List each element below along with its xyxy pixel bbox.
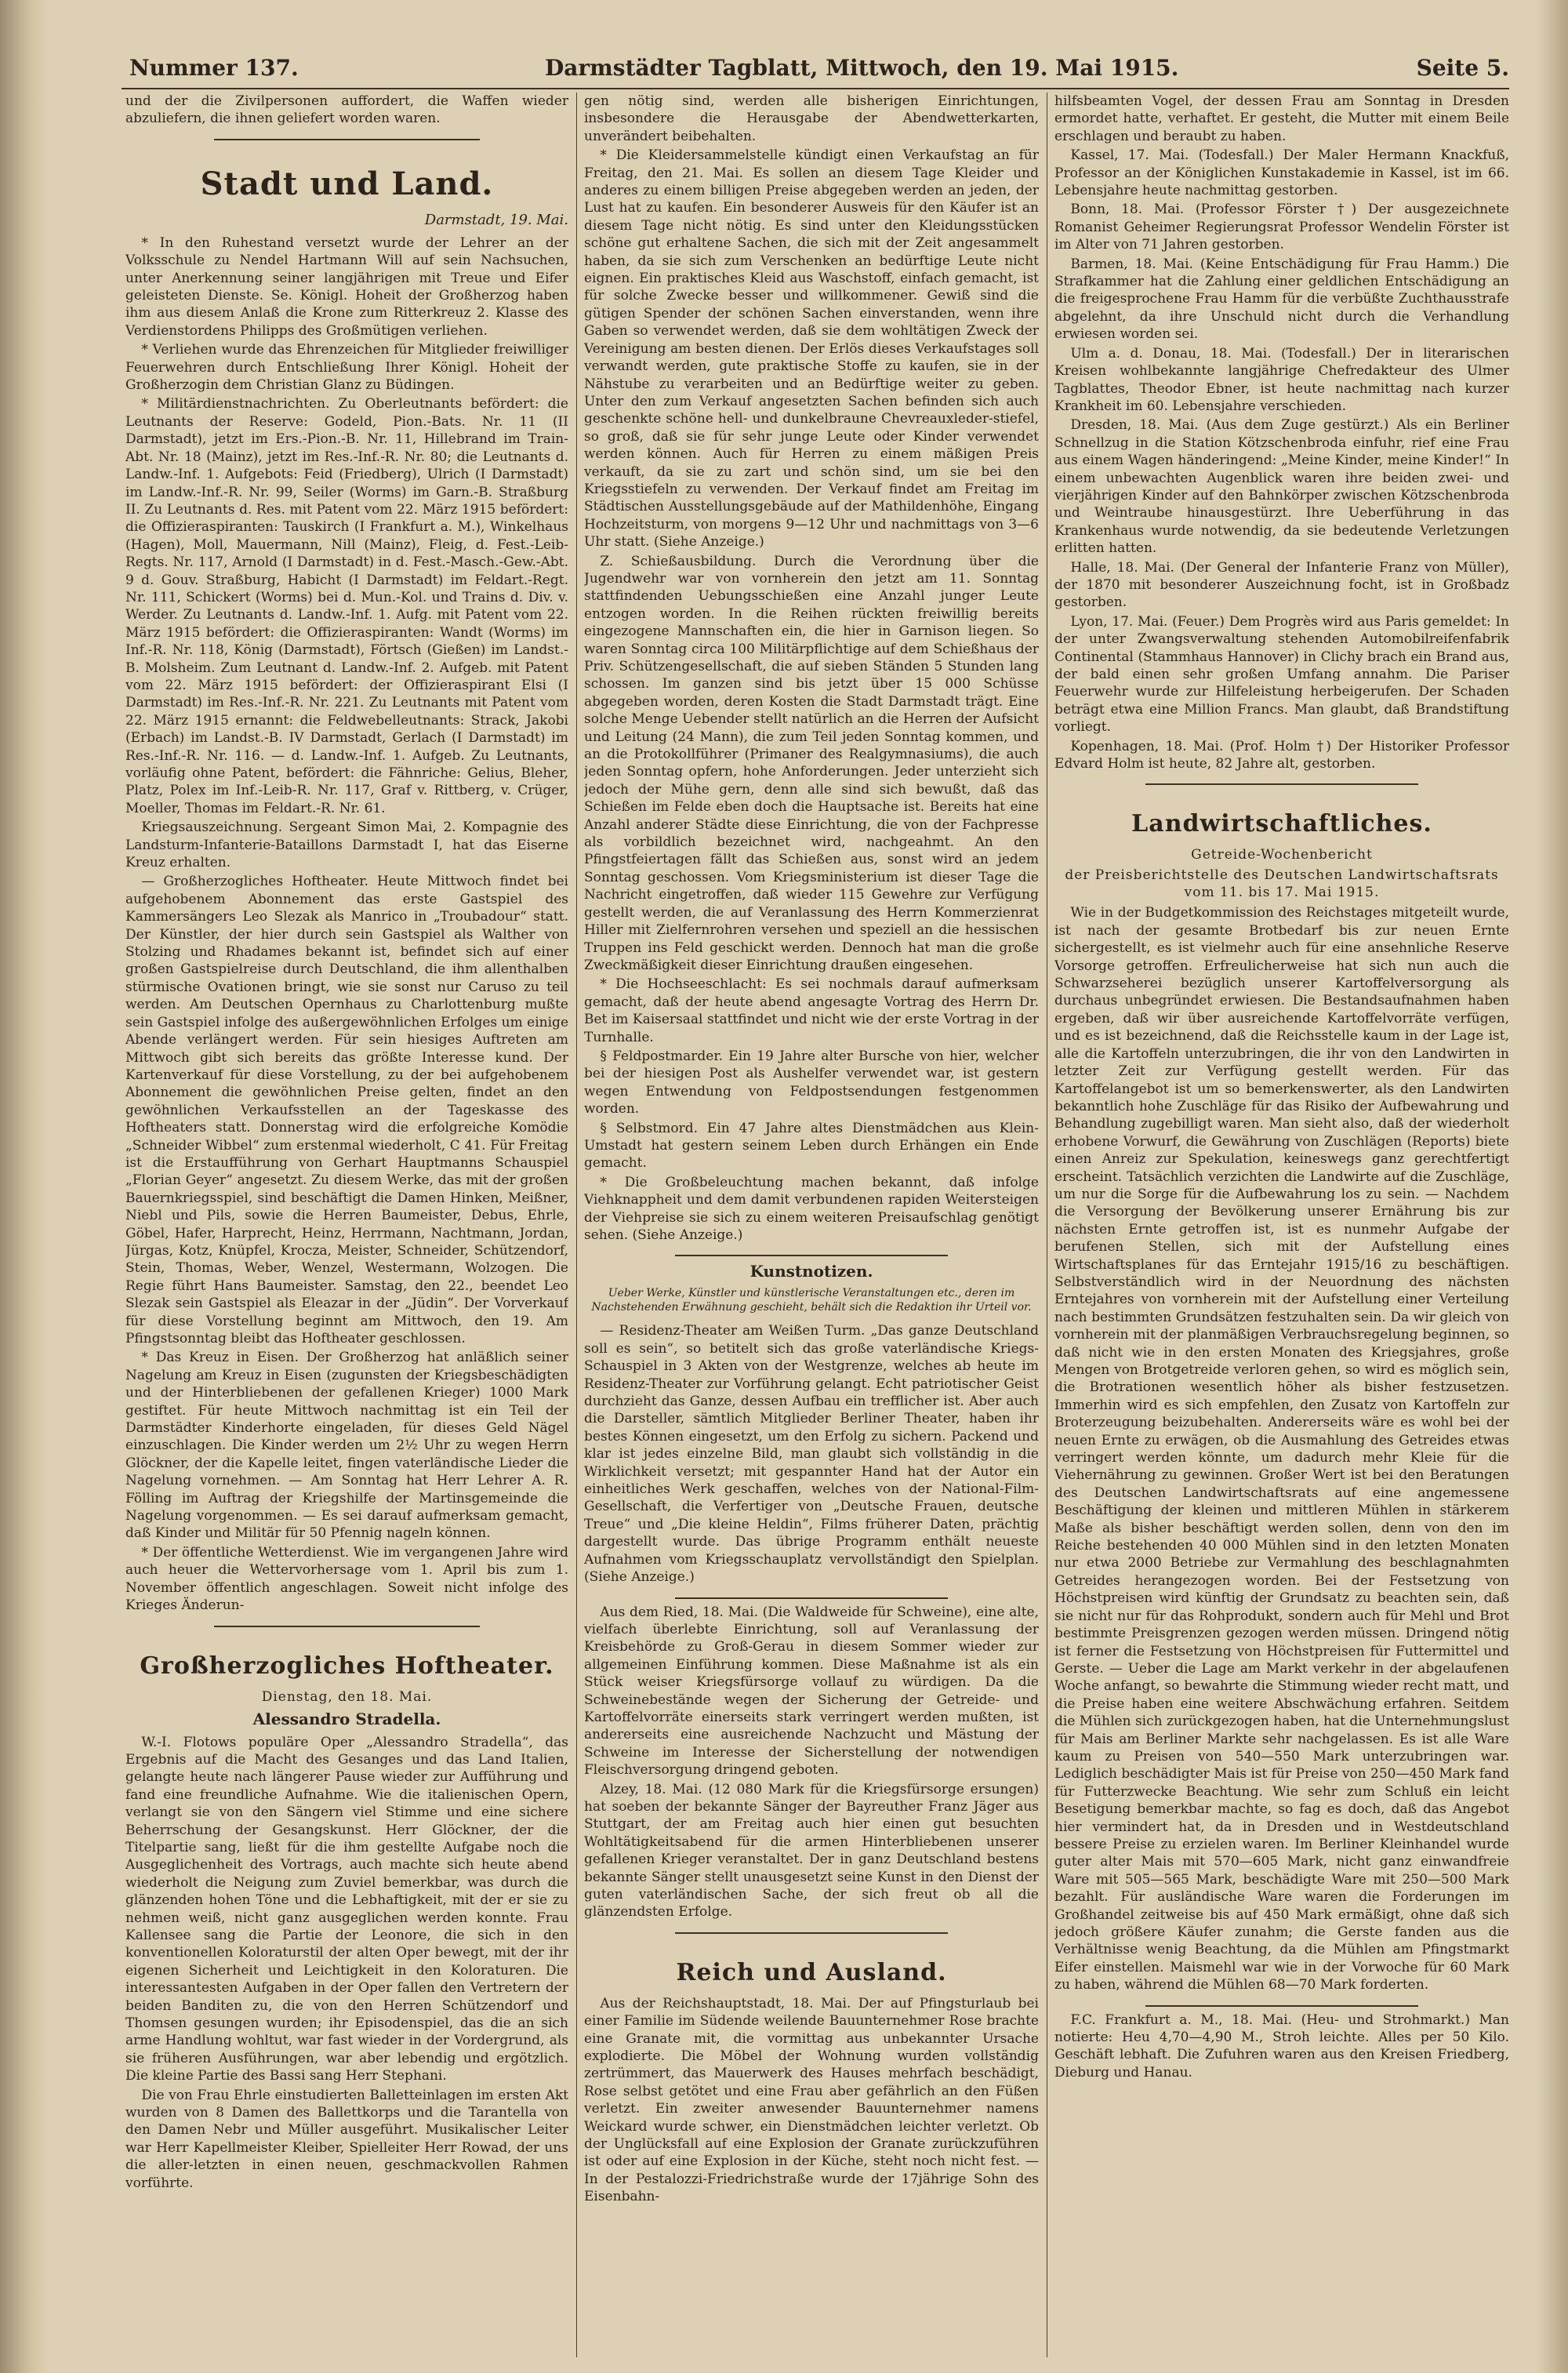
dateline: Darmstadt, 19. Mai. bbox=[424, 211, 568, 228]
paragraph: F.C. Frankfurt a. M., 18. Mai. (Heu- und Strohmarkt.) Man notierte: Heu 4,70—4,90 M., Stroh leichte. Alles per 50 Kilo. Geschäft lebhaft. Die Zufuhren waren aus den Kreisen Friedberg, Dieburg und Hanau. bbox=[1054, 2011, 1509, 2080]
column-1 bbox=[125, 93, 568, 2357]
section-rule bbox=[1145, 783, 1418, 785]
paragraph: Kriegsauszeichnung. Sergeant Simon Mai, 2. Kompagnie des Landsturm-Infanterie-Bataillons Darmstadt I, hat das Eiserne Kreuz erhalten. bbox=[125, 819, 568, 871]
paragraph: Alzey, 18. Mai. (12 080 Mark für die Kriegsfürsorge ersungen) hat soeben der bekannte Sänger der Bayreuther Franz Jäger aus Stuttgart, der am Freitag auch hier einen gut besuchten Wohltätigkeitsabend für die armen Hinterbliebenen unserer gefallenen Krieger veranstaltet. Der in ganz Deutschland bestens bekannte Sänger stellt unausgesetzt seine Kunst in den Dienst der guten vaterländischen Sache, der sich freut ob all die glänzendsten Erfolge. bbox=[584, 1781, 1039, 1921]
paragraph: * Militärdienstnachrichten. Zu Oberleutnants befördert: die Leutnants der Reserve: Godeld, Pion.-Bats. Nr. 11 (II Darmstadt), jetzt im Ers.-Pion.-B. Nr. 11, Hillebrand im Train-Abt. Nr. 18 (Mainz), jetzt im Res.-Inf.-R. Nr. 80; die Leutnants d. Landw.-Inf. 1. Aufgebots: Feid (Friedberg), Ulrich (I Darmstadt) im Landw.-Inf.-R. Nr. 99, Seiler (Worms) im Garn.-B. Straßburg II. Zu Leutnants d. Res. mit Patent vom 22. März 1915 befördert: die Offizieraspiranten: Tauskirch (I Frankfurt a. M.), Winkelhaus (Hagen), Moll, Mauermann, Nill (Mainz), Fleig, d. Fest.-Leib-Regts. Nr. 117, Arnold (I Darmstadt) in d. Fest.-Masch.-Gew.-Abt. 9 d. Gouv. Straßburg, Habicht (I Darmstadt) im Feldart.-Regt. Nr. 111, Schickert (Worms) bei d. Mun.-Kol. und Trains d. Div. v. Werder. Zu Leutnants d. Landw.-Inf. 1. Aufg. mit Patent vom 22. März 1915 befördert: die Offizieraspiranten: Wandt (Worms) im Inf.-R. Nr. 118, König (Darmstadt), Förtsch (Gießen) im Landst.-B. Molsheim. Zum Leutnant d. Landw.-Inf. 2. Aufgeb. mit Patent vom 22. März 1915 befördert: der Offizieraspirant Elsi (I Darmstadt) im Res.-Inf.-R. Nr. 221. Zu Leutnants mit Patent vom 22. März 1915 ernannt: die Feldwebelleutnants: Strack, Jakobi (Erbach) im Landst.-B. IV Darmstadt, Gerlach (I Darmstadt) im Res.-Inf.-R. Nr. 116. — d. Landw.-Inf. 1. Aufgeb. Zu Leutnants, vorläufig ohne Patent, befördert: die Fähnriche: Gelius, Bleher, Platz, Polex im Inf.-Leib-R. Nr. 117, Graf v. Rittberg, v. Crüger, Moeller, Thomas im Feldart.-R. Nr. 61. bbox=[125, 396, 568, 816]
paragraph: Bonn, 18. Mai. (Professor Förster †) Der ausgezeichnete Romanist Geheimer Regierungsrat Professor Wendelin Förster ist im Alter von 71 Jahren gestorben. bbox=[1054, 202, 1509, 253]
paragraph: Aus der Reichshauptstadt, 18. Mai. Der auf Pfingsturlaub bei einer Familie im Südende weilende Bauunternehmer Rose brachte eine Granate mit, die vormittag aus unbekannter Ursache explodierte. Die Möbel der Wohnung wurden vollständig zertrümmert, das Mauerwerk des Hauses mehrfach beschädigt, Rose selbst getötet und eine Frau aber gefährlich an den Füßen verletzt. Ein zweiter anwesender Bauunternehmer namens Weickard wurde schwer, ein Dienstmädchen leichter verletzt. Ob der Unglücksfall auf eine Explosion der Granate zurückzuführen ist oder auf eine Explosion in der Küche, steht noch nicht fest. — In der Pestalozzi-Friedrichstraße wurde der 17jährige Sohn des Eisenbahn- bbox=[584, 1995, 1039, 2205]
section-title-theater: Großherzogliches Hoftheater. bbox=[140, 1652, 554, 1680]
paragraph: Die von Frau Ehrle einstudierten Balletteinlagen im ersten Akt wurden von 8 Damen des Ballettkorps und die Tarantella von den Damen Nebr und Müller ausgeführt. Musikalischer Leiter war Herr Kapellmeister Kleiber, Spielleiter Herr Rowad, der uns die aller-letzten in einen neuen, geschmackvollen Rahmen vorführte. bbox=[125, 2087, 568, 2191]
paragraph: * Die Kleidersammelstelle kündigt einen Verkaufstag an für Freitag, den 21. Mai. Es sollen an diesem Tage Kleider und anderes zu einem billigen Preise abgegeben werden an jeden, der Lust hat zu kaufen. Ein besonderer Ausweis für den Käufer ist an diesem Tage nicht nötig. Es sind unter den Kleidungsstücken schöne gut erhaltene Sachen, die sich mit der Zeit angesammelt haben, da sie sich zum Verschenken an bedürftige Leute nicht eignen. Ein praktisches Kleid aus Waschstoff, einfach gemacht, ist für solche Zwecke besser und willkommener. Gewiß sind die gütigen Spender der schönen Sachen einverstanden, wenn ihre Gaben so verwendet werden, daß sie dem wohltätigen Zweck der Vereinigung am besten dienen. Der Erlös dieses Verkaufstages soll verwandt werden, gute praktische Stoffe zu kaufen, sie in der Nähstube zu verarbeiten und an Bedürftige weiter zu geben. Unter den zum Verkauf angesetzten Sachen befinden sich auch geschenkte schöne hell- und dunkelbraune Chevreauxleder-stiefel, so groß, daß sie für sehr junge Leute oder Kinder verwendet werden können. Auch für Herren zu einem mäßigen Preis verkauft, da sie zu zart und schön sind, um sie bei den Kriegsstiefeln zu verwenden. Der Verkauf findet am Freitag im Städtischen Ausstellungsgebäude auf der Mathildenhöhe, Eingang Hochzeitsturm, von morgens 9—12 Uhr und nachmittags von 3—6 Uhr statt. (Siehe Anzeige.) bbox=[584, 147, 1039, 551]
paragraph: * Das Kreuz in Eisen. Der Großherzog hat anläßlich seiner Nagelung am Kreuz in Eisen (zugunsten der Kriegsbeschädigten und der Hinterbliebenen der gefallenen Krieger) 1000 Mark gestiftet. Für heute Mittwoch nachmittag ist ein Teil der Darmstädter Kinderhorte eingeladen, für dieses Geld Nägel einzuschlagen. Die Kinder werden um 2½ Uhr zu wegen Herrn Glöckner, der die Kapelle leitet, fingen vaterländische Lieder die Nagelung vornehmen. — Am Sonntag hat Herr Lehrer A. R. Fölling im Auftrag der Kriegshilfe der Martinsgemeinde die Nagelung vorgenommen. — Es sei darauf aufmerksam gemacht, daß Kinder und Militär für 50 Pfennig nageln können. bbox=[125, 1350, 568, 1542]
paragraph: Wie in der Budgetkommission des Reichstages mitgeteilt wurde, ist nach der gesamte Brotbedarf bis zur neuen Ernte sichergestellt, es ist vielmehr auch für eine ansehnliche Reserve Vorsorge getroffen. Erfreulicherweise hat sich nun auch die Schwarzseherei bezüglich unserer Kartoffelversorgung als durchaus unbegründet erwiesen. Die Bestandsaufnahmen haben ergeben, daß wir über ausreichende Kartoffelvorräte verfügen, und es ist bezeichnend, daß die Reichsstelle kaum in der Lage ist, alle die Kartoffeln unterzubringen, die ihr von den Landwirten in letzter Zeit zur Verfügung gestellt werden. Für das Kartoffelangebot ist um so bemerkenswerter, als den Landwirten bekanntlich hohe Zuschläge für das Risiko der Aufbewahrung und Behandlung zugebilligt waren. Man sieht also, daß der wiederholt erhobene Vorwurf, die Gewährung von Zuschlägen (Reports) biete einen Anreiz zur Spekulation, keineswegs ganz gerechtfertigt erscheint. Tatsächlich verzichten die Landwirte auf die Zuschläge, um nur die Sorge für die Aufbewahrung los zu sein. — Nachdem die Versorgung der Bevölkerung unserer Ernährung bis zur nächsten Ernte getroffen ist, ist es nunmehr Aufgabe der berufenen Stellen, sich mit der Aufstellung eines Wirtschaftsplanes für das Erntejahr 1915/16 zu beschäftigen. Selbstverständlich wird in der Neuordnung des nächsten Erntejahres von vornherein mit der Aufstellung einer Verteilung nach bestimmten Grundsätzen festzuhalten sein. Da wir gleich von vornherein mit der planmäßigen Verbrauchsregelung beginnen, so daß nicht wie in den ersten Monaten des Kriegsjahres, große Mengen von Brotgetreide verloren gehen, so wird es möglich sein, die Brotrationen wesentlich höher als bisher festzusetzen. Immerhin wird es sich empfehlen, den Zusatz von Kartoffeln zur Broterzeugung beizubehalten. Andererseits wäre es wohl bei der neuen Ernte zu erwägen, ob die Ausmahlung des Getreides etwas verringert werden könnte, um dadurch mehr Kleie für die Viehernährung zu gewinnen. Großer Wert ist bei den Beratungen des Deutschen Landwirtschaftsrats auf eine angemessene Beschäftigung der kleinen und mittleren Mühlen in stärkerem Maße als bisher beschäftigt werden sollen, denn von den im Reiche bestehenden 40 000 Mühlen sind in den letzten Monaten nur etwa 2000 Betriebe zur Vermahlung des beschlagnahmten Getreides herangezogen worden. Bei der Festsetzung von Höchstpreisen wird künftig der Grundsatz zu beachten sein, daß sie nicht nur für das Rohprodukt, sondern auch für Mehl und Brot bestimmte Preisgrenzen gezogen werden müssen. Dringend nötig ist ferner die Festsetzung von Höchstpreisen für Futtermittel und Gerste. — Ueber die Lage am Markt verkehr in der abgelaufenen Woche anfangt, so bewahrte die Stimmung wieder recht matt, und die Preise haben eine weitere Abschwächung erfahren. Seitdem die Mühlen sich zurückgezogen haben, hat die Unternehmungslust für Mais am Berliner Markte sehr nachgelassen. Es ist alle Ware kaum zu Preisen von 540—550 Mark unterzubringen war. Lediglich beschädigter Mais ist für Preise von 250—450 Mark fand für Futterzwecke Beachtung. Wie sehr zum Schluß ein leicht Besetigung bemerkbar machte, so fag es doch, daß das Angebot hier vermindert hat, da in Dresden und in Westdeutschland bessere Preise zu erzielen waren. Im Berliner Kleinhandel wurde guter alter Mais mit 570—605 Mark, nicht ganz einwandfreie Ware mit 505—565 Mark, beschädigte Ware mit 250—500 Mark bezahlt. Für ausländische Ware waren die Forderungen im Großhandel zeitweise bis auf 450 Mark ermäßigt, ohne daß sich jedoch größere Käufer zunahm; die Gerste fanden aus die Verhältnisse wenig Beachtung, da die Mühlen am Pfingstmarkt Eifer einstellen. Maismehl war wie in der Vorwoche für 60 Mark zu haben, während die Mühlen 68—70 Mark forderten. bbox=[1054, 905, 1509, 1993]
paragraph: Barmen, 18. Mai. (Keine Entschädigung für Frau Hamm.) Die Strafkammer hat die Zahlung einer geldlichen Entschädigung an die freigesprochene Frau Hamm für die verbüßte Zuchthausstrafe abgelehnt, da ihre Unschuld nicht durch die Verhandlung erwiesen worden sei. bbox=[1054, 256, 1509, 343]
section-rule bbox=[675, 1255, 948, 1256]
paragraph: Aus dem Ried, 18. Mai. (Die Waldweide für Schweine), eine alte, vielfach überlebte Einrichtung, soll auf Veranlassung der Kreisbehörde zu Groß-Gerau in diesem Sommer wieder zur allgemeinen Einführung kommen. Diese Maßnahme ist als ein Stück weiser Kriegsfürsorge vollauf zu würdigen. Da die Schweinebestände wegen der Sicherung der Getreide- und Kartoffelvorräte einerseits stark verringert werden mußten, ist andererseits eine ausreichende Nachzucht und Mästung der Schweine im Interesse der Sicherstellung der notwendigen Fleischversorgung dringend geboten. bbox=[584, 1604, 1039, 1779]
paragraph: — Großherzogliches Hoftheater. Heute Mittwoch findet bei aufgehobenem Abonnement das erste Gastspiel des Kammersängers Leo Slezak als Manrico in „Troubadour“ statt. Der Künstler, der hier durch sein Gastspiel als Walther von Stolzing und Rhadames bekannt ist, befindet sich auf einer großen Gastspielreise durch Deutschland, die ihm allenthalben stürmische Ovationen bringt, wie sie sonst nur Caruso zu teil werden. Am Deutschen Opernhaus zu Charlottenburg mußte sein Gastspiel infolge des außergewöhnlichen Erfolges um einige Abende verlängert werden. Für sein hiesiges Auftreten am Mittwoch gibt sich bereits das größte Interesse kund. Der Kartenverkauf für diese Vorstellung, zu der bei aufgehobenem Abonnement die gewöhnlichen Preise gelten, findet an den gewöhnlichen Verkaufsstellen an der Tageskasse des Hoftheaters statt. Donnerstag wird die erfolgreiche Komödie „Schneider Wibbel“ zum erstenmal wiederholt, C 41. Für Freitag ist die Erstaufführung von Gerhart Hauptmanns Schauspiel „Florian Geyer“ angesetzt. Zu diesem Werke, das mit der großen Bauernkriegsspiel, sind beschäftigt die Damen Hinken, Meißner, Niebl und Pils, sowie die Herren Baumeister, Debus, Ehrle, Göbel, Hafer, Harprecht, Heinz, Herrmann, Nachtmann, Jordan, Jürgas, Kotz, Knüpfel, Krocza, Meister, Schneider, Schützendorf, Stein, Thomas, Weber, Wenzel, Westermann, Wolzogen. Die Regie führt Hans Baumeister. Samstag, den 22., beendet Leo Slezak sein Gastspiel als Eleazar in der „Jüdin“. Der Vorverkauf für diese Vorstellung beginnt am Mittwoch, den 19. Am Pfingstsonntag bleibt das Hoftheater geschlossen. bbox=[125, 874, 568, 1346]
paragraph: Kopenhagen, 18. Mai. (Prof. Holm †) Der Historiker Professor Edvard Holm ist heute, 82 Jahre alt, gestorben. bbox=[1054, 738, 1509, 772]
paragraph: — Residenz-Theater am Weißen Turm. „Das ganze Deutschland soll es sein“, so betitelt sich das große vaterländische Kriegs-Schauspiel in 3 Akten von der Westgrenze, welches ab heute im Residenz-Theater zur Vorführung gelangt. Echt patriotischer Geist durchzieht das Ganze, dessen Aufbau ein trefflicher ist. Aber auch die Darsteller, sämtlich Mitglieder Berliner Theater, haben ihr bestes Können eingesetzt, um den Erfolg zu sichern. Packend und klar ist jedes einzelne Bild, man glaubt sich vollständig in die Wirklichkeit versetzt; mit gespannter Hand hat der Autor ein einheitliches Werk geschaffen, welches von der National-Film-Gesellschaft, die Verfertiger von „Deutsche Frauen, deutsche Treue“ und „Die kleine Heldin“, Films früherer Daten, prächtig dargestellt wurde. Das übrige Programm enthält neueste Aufnahmen vom Kriegsschauplatz vervollständigt den Spielplan. (Siehe Anzeige.) bbox=[584, 1323, 1039, 1586]
column-2 bbox=[584, 93, 1039, 2357]
paragraph: Z. Schießausbildung. Durch die Verordnung über die Jugendwehr war von vornherein den jetzt am 11. Sonntag stattfindenden Uebungsschießen eine Anzahl junger Leute entzogen worden. In die Reihen rückten freiwillig bereits eingezogene Mannschaften ein, die hier in Garnison liegen. So waren Sonntag circa 100 Militärpflichtige auf dem Schießhaus der Priv. Schützengesellschaft, die auf sieben Ständen 5 Stunden lang schossen. Im ganzen sind bis jetzt über 15 000 Schüsse abgegeben worden, deren Kosten die Stadt Darmstadt trägt. Eine solche Menge Uebender stellt natürlich an die Herren der Aufsicht und Leitung (24 Mann), die zum Teil jeden Sonntag kommen, und an die Protokollführer (Primaner des Realgymnasiums), die auch jeden Sonntag opfern, hohe Anforderungen. Jeder unterzieht sich jedoch der Mühe gern, denn alle sind sich bewußt, daß das Schießen im Felde eben doch die Hauptsache ist. Bereits hat eine Anzahl anderer Städte diese Einrichtung, die von der Fachpresse als vorbildlich bezeichnet wird, nachgeahmt. An den Pfingstfeiertagen fällt das Schießen aus, sonst wird an jedem Sonntag geschossen. Vom Kriegsministerium ist dieser Tage die Nachricht eingetroffen, daß wieder 115 Gewehre zur Verfügung gestellt werden, die auf Veranlassung des Herrn Kommerzienrat Hiller mit Zielfernrohren versehen und speziell an die hessischen Truppen ins Feld geschickt werden. Dennoch hat man die große Zweckmäßigkeit dieser Einrichtung draußen eingesehen. bbox=[584, 553, 1039, 973]
theater-play-title: Alessandro Stradella. bbox=[252, 1709, 441, 1728]
section-title-stadt: Stadt und Land. bbox=[200, 165, 494, 202]
section-title-landwirtschaft: Landwirtschaftliches. bbox=[1131, 810, 1432, 838]
paragraph: hilfsbeamten Vogel, der dessen Frau am Sonntag in Dresden ermordet hatte, verhaftet. Er gesteht, die Mutter mit einem Beile erschlagen und beraubt zu haben. bbox=[1054, 93, 1509, 144]
page-header bbox=[129, 55, 1509, 86]
paragraph: gen nötig sind, werden alle bisherigen Einrichtungen, insbesondere die Herausgabe der Abendwetterkarten, unverändert beibehalten. bbox=[584, 93, 1039, 144]
paragraph: Lyon, 17. Mai. (Feuer.) Dem Progrès wird aus Paris gemeldet: In der unter Zwangsverwaltung stehenden Automobilreifenfabrik Continental (Stammhaus Hannover) in Clichy brach ein Brand aus, der bald einen sehr großen Umfang annahm. Die Pariser Feuerwehr wurde zur Hilfeleistung herbeigerufen. Der Schaden beträgt etwa eine Million Francs. Man glaubt, daß Brandstiftung vorliegt. bbox=[1054, 613, 1509, 736]
section-rule bbox=[675, 1932, 948, 1934]
paragraph: * Die Hochseeschlacht: Es sei nochmals darauf aufmerksam gemacht, daß der heute abend angesagte Vortrag des Herrn Dr. Bet im Kaisersaal stattfindet und nicht wie der erste Vortrag in der Turnhalle. bbox=[584, 976, 1039, 1045]
page-binding-edge bbox=[0, 0, 47, 2373]
section-rule bbox=[214, 1626, 480, 1627]
editorial-note: Ueber Werke, Künstler und künstlerische Veranstaltungen etc., deren im Nachstehenden Erwähnung geschieht, behält sich die Redaktion ihr Urteil vor. bbox=[591, 1287, 1032, 1314]
paragraph: W.-I. Flotows populäre Oper „Alessandro Stradella“, das Ergebnis auf die Macht des Gesanges und das Land Italien, gelangte heute nach längerer Pause wieder zur Aufführung und fand eine freundliche Aufnahme. Wie die italienischen Opern, verlangt sie von den Sängern viel Stimme und eine sichere Beherrschung der Gesangskunst. Herr Glöckner, der die Titelpartie sang, ließt für die ihm gestellte Aufgabe noch die Ausgeglichenheit des Vortrags, auch machte sich heute abend wiederholt die Neigung zum Zuviel bemerkbar, was durch die glänzenden hohen Töne und die Lebhaftigkeit, mit der er sie zu nehmen weiß, nicht ganz ausgeglichen werden konnte. Frau Kallensee sang die Partie der Leonore, die sich in den konventionellen Koloraturstil der alten Oper bewegt, mit der ihr eigenen Sicherheit und Leichtigkeit in den Koloraturen. Die interessantesten Aufgaben in der Oper fallen den Vertretern der beiden Banditen zu, die von den Herren Schützendorf und Thomsen gesungen wurden; ihr Episodenspiel, das die an sich arme Handlung wohltut, war fast wieder in der Vordergrund, als sie früheren Ausführungen, war aber lebendig und ergötzlich. Die kleine Partie des Bassi sang Herr Stephani. bbox=[125, 1734, 568, 2084]
page-right-edge bbox=[1537, 0, 1568, 2373]
issue-number: Nummer 137. bbox=[129, 55, 299, 81]
paragraph: und der die Zivilpersonen auffordert, die Waffen wieder abzuliefern, die ihnen geliefert worden waren. bbox=[125, 93, 568, 127]
page-number: Seite 5. bbox=[1416, 55, 1509, 81]
section-title-kunst: Kunstnotizen. bbox=[750, 1262, 873, 1281]
masthead-line: Darmstädter Tagblatt, Mittwoch, den 19. Mai 1915. bbox=[545, 55, 1179, 81]
paragraph: * Der öffentliche Wetterdienst. Wie im vergangenen Jahre wird auch heuer die Wettervorhersage vom 1. April bis zum 1. November öffentlich angeschlagen. Soweit nicht infolge des Krieges Änderun- bbox=[125, 1544, 568, 1614]
paragraph: * Die Großbeleuchtung machen bekannt, daß infolge Viehknappheit und dem damit verbundenen rapiden Weitersteigen der Viehpreise sie sich zu einem weiteren Preisaufschlag genötigt sehen. (Siehe Anzeige.) bbox=[584, 1174, 1039, 1243]
paragraph: § Selbstmord. Ein 47 Jahre altes Dienstmädchen aus Klein-Umstadt hat gestern seinem Leben durch Erhängen ein Ende gemacht. bbox=[584, 1120, 1039, 1172]
section-rule bbox=[1145, 2005, 1418, 2007]
column-3 bbox=[1054, 93, 1509, 2357]
paragraph: Dresden, 18. Mai. (Aus dem Zuge gestürzt.) Als ein Berliner Schnellzug in die Station Kötzschenbroda einfuhr, rief eine Frau aus einem Wagen händeringend: „Meine Kinder, meine Kinder!“ In einem unbewachten Augenblick waren ihre beiden zwei- und vierjährigen Kinder auf den Bahnkörper zwischen Kötzschenbroda und Weintraube hinausgestürzt. Ihre Ueberführung in das Krankenhaus wurde notwendig, da sie bedeutende Verletzungen erlitten hatten. bbox=[1054, 417, 1509, 557]
paragraph: Kassel, 17. Mai. (Todesfall.) Der Maler Hermann Knackfuß, Professor an der Königlichen Kunstakademie in Kassel, ist im 66. Lebensjahre heute nachmittag gestorben. bbox=[1054, 147, 1509, 199]
header-rule bbox=[122, 88, 1509, 89]
report-title: Getreide-Wochenbericht bbox=[1191, 847, 1373, 863]
report-subtitle: der Preisberichtstelle des Deutschen Landwirtschaftsrats vom 11. bis 17. Mai 1915. bbox=[1065, 867, 1499, 901]
section-title-reich: Reich und Ausland. bbox=[676, 1958, 947, 1986]
section-rule bbox=[675, 1597, 948, 1599]
section-rule bbox=[214, 139, 480, 140]
paragraph: * Verliehen wurde das Ehrenzeichen für Mitglieder freiwilliger Feuerwehren durch Entschließung Ihrer Königl. Hoheit der Großherzogin dem Christian Glanz zu Büdingen. bbox=[125, 342, 568, 394]
column-divider-1 bbox=[576, 93, 577, 2357]
theater-date: Dienstag, den 18. Mai. bbox=[261, 1688, 433, 1705]
paragraph: Halle, 18. Mai. (Der General der Infanterie Franz von Müller), der 1870 mit besonderer Auszeichnung focht, ist in Großbadz gestorben. bbox=[1054, 559, 1509, 611]
paragraph: § Feldpostmarder. Ein 19 Jahre alter Bursche von hier, welcher bei der hiesigen Post als Aushelfer verwendet war, ist gestern wegen Entwendung von Feldpostsendungen festgenommen worden. bbox=[584, 1048, 1039, 1117]
paragraph: Ulm a. d. Donau, 18. Mai. (Todesfall.) Der in literarischen Kreisen wohlbekannte langjährige Chefredakteur des Ulmer Tagblattes, Theodor Ebner, ist heute nachmittag nach kurzer Krankheit im 60. Lebensjahre verschieden. bbox=[1054, 345, 1509, 414]
paragraph: * In den Ruhestand versetzt wurde der Lehrer an der Volksschule zu Nendel Hartmann Will auf sein Nachsuchen, unter Anerkennung seiner langjährigen mit Treue und Eifer geleisteten Dienste. Se. Königl. Hoheit der Großherzog haben ihm aus diesem Anlaß die Krone zum Ritterkreuz 2. Klasse des Verdienstordens Philipps des Großmütigen verliehen. bbox=[125, 234, 568, 339]
